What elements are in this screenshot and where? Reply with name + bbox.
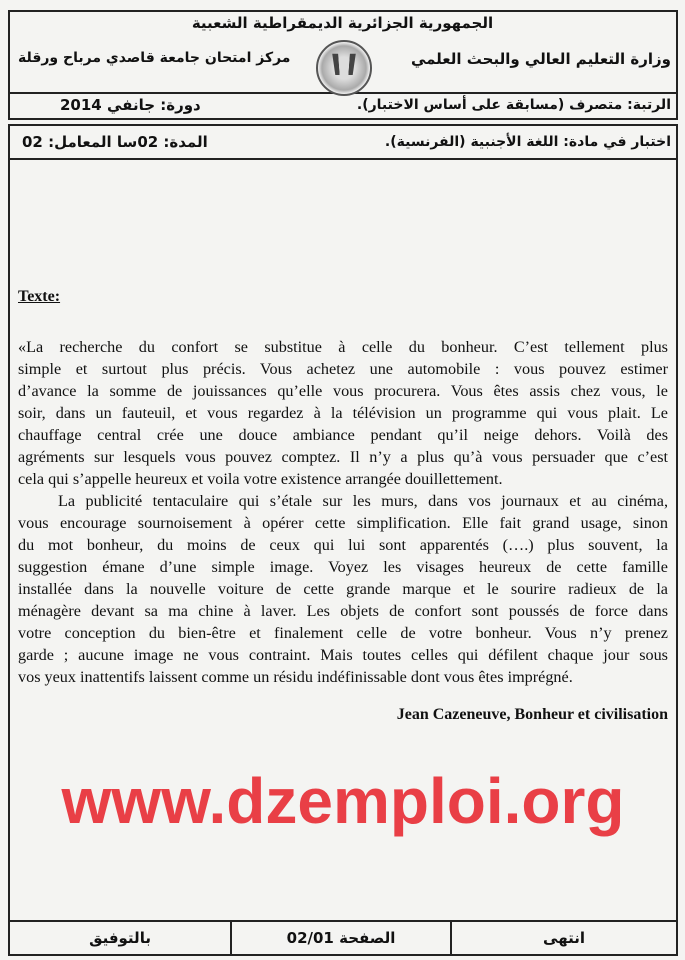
passage-line: simple et surtout plus précis. Vous achetez une automobile : vous pouvez estimer — [18, 360, 668, 378]
republic-title: الجمهورية الجزائرية الديمقراطية الشعبية — [191, 14, 494, 32]
duration-coefficient: المدة: 02سا المعامل: 02 — [22, 133, 208, 151]
passage-line: d’avance la somme de jouissances qu’elle vous procurera. Vous êtes assis chez vous, le — [18, 382, 668, 400]
passage-line: vos yeux inattentifs laissent comme un résidu indéfinissable dont vous êtes imprégné. — [18, 668, 573, 686]
footer-bar — [8, 920, 678, 956]
passage-line: La publicité tentaculaire qui s’étale sur les murs, dans vos journaux et au cinéma, — [58, 492, 668, 510]
author-citation: Jean Cazeneuve, Bonheur et civilisation — [396, 706, 668, 723]
passage-line: chauffage central crée une douce ambiance pendant qu’il neige dehors. Voilà des — [18, 426, 668, 444]
good-luck-label: بالتوفيق — [89, 929, 151, 947]
exam-center: مركز امتحان جامعة قاصدي مرباح ورقلة — [18, 50, 291, 66]
seal-emblem-icon — [332, 54, 356, 75]
ministry-name: وزارة التعليم العالي والبحث العلمي — [410, 50, 671, 68]
watermark: www.dzemploi.org — [61, 765, 625, 837]
passage-line: suggestion émane d’une simple image. Voyez les visages heureux de cette famille — [18, 558, 668, 576]
passage-line: installée dans la nouvelle voiture de cette grande marque et le sourire radieux de la — [18, 580, 668, 598]
passage-line: soir, dans un fauteuil, et vous regardez à la télévision un programme qui vous plait. Le — [18, 404, 668, 422]
subject-label: اختبار في مادة: اللغة الأجنبية (الفرنسية). — [384, 134, 671, 150]
passage-line: «La recherche du confort se substitue à celle du bonheur. C’est tellement plus — [18, 338, 668, 356]
passage-line: ménagère devant sa ma chine à laver. Les objets de confort sont poussés de force dans — [18, 602, 668, 620]
passage-line: garde ; aucune image ne vous contraint. Mais toutes celles qui défilent chaque jour sous — [18, 646, 668, 664]
page-number: الصفحة 02/01 — [230, 922, 450, 954]
rank-label: الرتبة: متصرف (مسابقة على أساس الاختبار). — [356, 97, 671, 113]
session-label: دورة: جانفي 2014 — [60, 96, 201, 114]
passage-line: agréments sur lesquels vous pouvez comptez. Il n’y a plus qu’à vous persuader que c’est — [18, 448, 668, 466]
passage-line: vous encourage sournoisement à opérer cette simplification. Elle fait grand usage, sinon — [18, 514, 668, 532]
text-heading: Texte: — [18, 288, 61, 305]
end-label: انتهى — [450, 922, 676, 954]
passage-line: du mot bonheur, du moins de ceux qui lui sont apparentés (….) plus souvent, la — [18, 536, 668, 554]
university-seal-logo — [316, 40, 372, 96]
passage-line: cela qui s’appelle heureux et voila votre existence arrangée douillettement. — [18, 470, 503, 488]
passage-line: votre conception du bien-être et finalement celle de votre bonheur. Vous n’y prenez — [18, 624, 668, 642]
